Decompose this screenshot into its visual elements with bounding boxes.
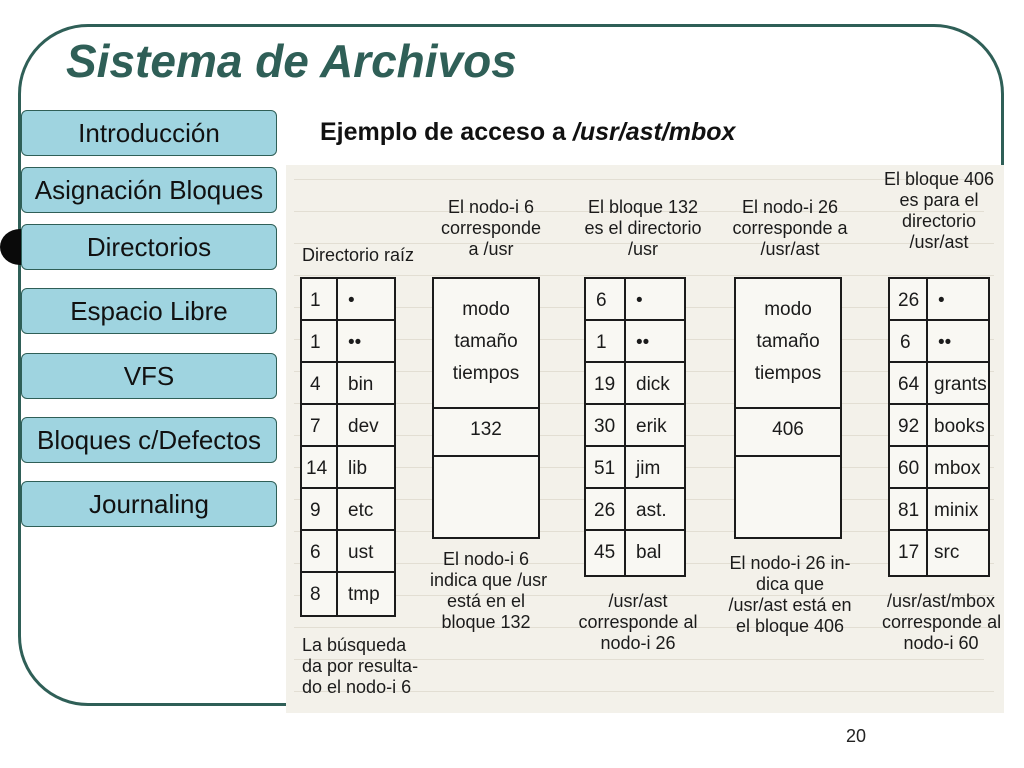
inode-number: 1 <box>596 332 607 353</box>
nav-espacio-libre[interactable]: Espacio Libre <box>21 288 277 334</box>
inode-number: 17 <box>898 542 920 563</box>
row-divider <box>586 361 684 363</box>
entry-name: src <box>934 542 960 563</box>
inode-number: 9 <box>310 500 321 521</box>
inode-number: 51 <box>594 458 616 479</box>
inode-field: tamaño <box>756 331 820 352</box>
row-divider <box>890 361 988 363</box>
inode-field: modo <box>462 299 510 320</box>
slide-subtitle <box>320 118 735 147</box>
row-divider <box>302 445 394 447</box>
entry-name: etc <box>348 500 374 521</box>
block132-table <box>584 277 686 577</box>
row-divider <box>302 361 394 363</box>
inode26-header: El nodo-i 26 corresponde a /usr/ast <box>732 197 848 259</box>
entry-name: •• <box>636 332 650 353</box>
row-divider <box>736 455 840 457</box>
inode-field: tiempos <box>452 363 520 384</box>
row-divider <box>890 529 988 531</box>
entry-name: ust <box>348 542 374 563</box>
inode-number: 8 <box>310 584 321 605</box>
nav-journaling[interactable]: Journaling <box>21 481 277 527</box>
inode-field: modo <box>764 299 812 320</box>
nav-asignacion-bloques[interactable]: Asignación Bloques <box>21 167 277 213</box>
inode-number: 60 <box>898 458 920 479</box>
inode-number: 1 <box>310 332 321 353</box>
row-divider <box>890 319 988 321</box>
root-dir-header: Directorio raíz <box>302 245 415 265</box>
row-divider <box>302 529 394 531</box>
slide-title: Sistema de Archivos <box>66 35 517 87</box>
root-dir-caption: La búsqueda da por resulta- do el nodo-i 6 <box>302 635 419 697</box>
inode-number: 26 <box>594 500 616 521</box>
entry-name: •• <box>348 332 362 353</box>
inode-number: 7 <box>310 416 321 437</box>
inode-number: 6 <box>900 332 911 353</box>
page-number: 20 <box>846 726 867 746</box>
row-divider <box>586 487 684 489</box>
inode-number: 6 <box>310 542 321 563</box>
entry-name: • <box>938 290 945 311</box>
entry-name: books <box>934 416 985 437</box>
inode6-caption: El nodo-i 6 indica que /usr está en el bloque 132 <box>430 549 548 632</box>
nav-introduccion[interactable]: Introducción <box>21 110 277 156</box>
nav-directorios[interactable]: Directorios <box>21 224 277 270</box>
row-divider <box>302 571 394 573</box>
column-divider <box>336 279 338 615</box>
nav-bloques-defectos[interactable]: Bloques c/Defectos <box>21 417 277 463</box>
block406-header: El bloque 406 es para el directorio /usr/ast <box>883 169 995 252</box>
inode-number: 64 <box>898 374 920 395</box>
entry-name: bin <box>348 374 374 395</box>
block132-header: El bloque 132 es el directorio /usr <box>584 197 702 259</box>
subtitle-path: /usr/ast/mbox <box>572 118 736 146</box>
row-divider <box>302 319 394 321</box>
row-divider <box>736 407 840 409</box>
row-divider <box>586 403 684 405</box>
inode-number: 4 <box>310 374 321 395</box>
entry-name: minix <box>934 500 979 521</box>
row-divider <box>434 455 538 457</box>
row-divider <box>586 445 684 447</box>
inode-number: 26 <box>898 290 920 311</box>
inode26-caption: El nodo-i 26 in- dica que /usr/ast está en el bloque 406 <box>728 553 852 636</box>
inode-field: tiempos <box>754 363 822 384</box>
root-dir-table <box>300 277 396 617</box>
entry-name: grants <box>934 374 987 395</box>
entry-name: bal <box>636 542 662 563</box>
entry-name: ast. <box>636 500 667 521</box>
entry-name: • <box>636 290 643 311</box>
entry-name: jim <box>636 458 661 479</box>
block132-caption: /usr/ast corresponde al nodo-i 26 <box>578 591 698 653</box>
inode-number: 81 <box>898 500 920 521</box>
inode-number: 19 <box>594 374 616 395</box>
row-divider <box>586 319 684 321</box>
row-divider <box>586 529 684 531</box>
entry-name: dick <box>636 374 670 395</box>
entry-name: mbox <box>934 458 981 479</box>
inode26-box <box>734 277 842 539</box>
inode6-box <box>432 277 540 539</box>
row-divider <box>434 407 538 409</box>
entry-name: tmp <box>348 584 380 605</box>
row-divider <box>302 403 394 405</box>
row-divider <box>890 445 988 447</box>
inode-number: 92 <box>898 416 920 437</box>
block406-caption: /usr/ast/mbox corresponde al nodo-i 60 <box>882 591 1002 653</box>
inode6-header: El nodo-i 6 corresponde a /usr <box>440 197 542 259</box>
entry-name: lib <box>348 458 368 479</box>
block406-table <box>888 277 990 577</box>
inode-number: 1 <box>310 290 321 311</box>
subtitle-prefix: Ejemplo de acceso a <box>320 118 573 146</box>
inode-number: 30 <box>594 416 616 437</box>
entry-name: •• <box>938 332 952 353</box>
inode-block-pointer: 406 <box>772 419 804 440</box>
entry-name: dev <box>348 416 379 437</box>
row-divider <box>890 487 988 489</box>
inode-field: tamaño <box>454 331 518 352</box>
row-divider <box>302 487 394 489</box>
entry-name: • <box>348 290 355 311</box>
lookup-figure <box>286 165 1004 713</box>
nav-vfs[interactable]: VFS <box>21 353 277 399</box>
entry-name: erik <box>636 416 667 437</box>
inode-block-pointer: 132 <box>470 419 502 440</box>
inode-number: 6 <box>596 290 607 311</box>
inode-number: 14 <box>306 458 328 479</box>
row-divider <box>890 403 988 405</box>
inode-number: 45 <box>594 542 616 563</box>
